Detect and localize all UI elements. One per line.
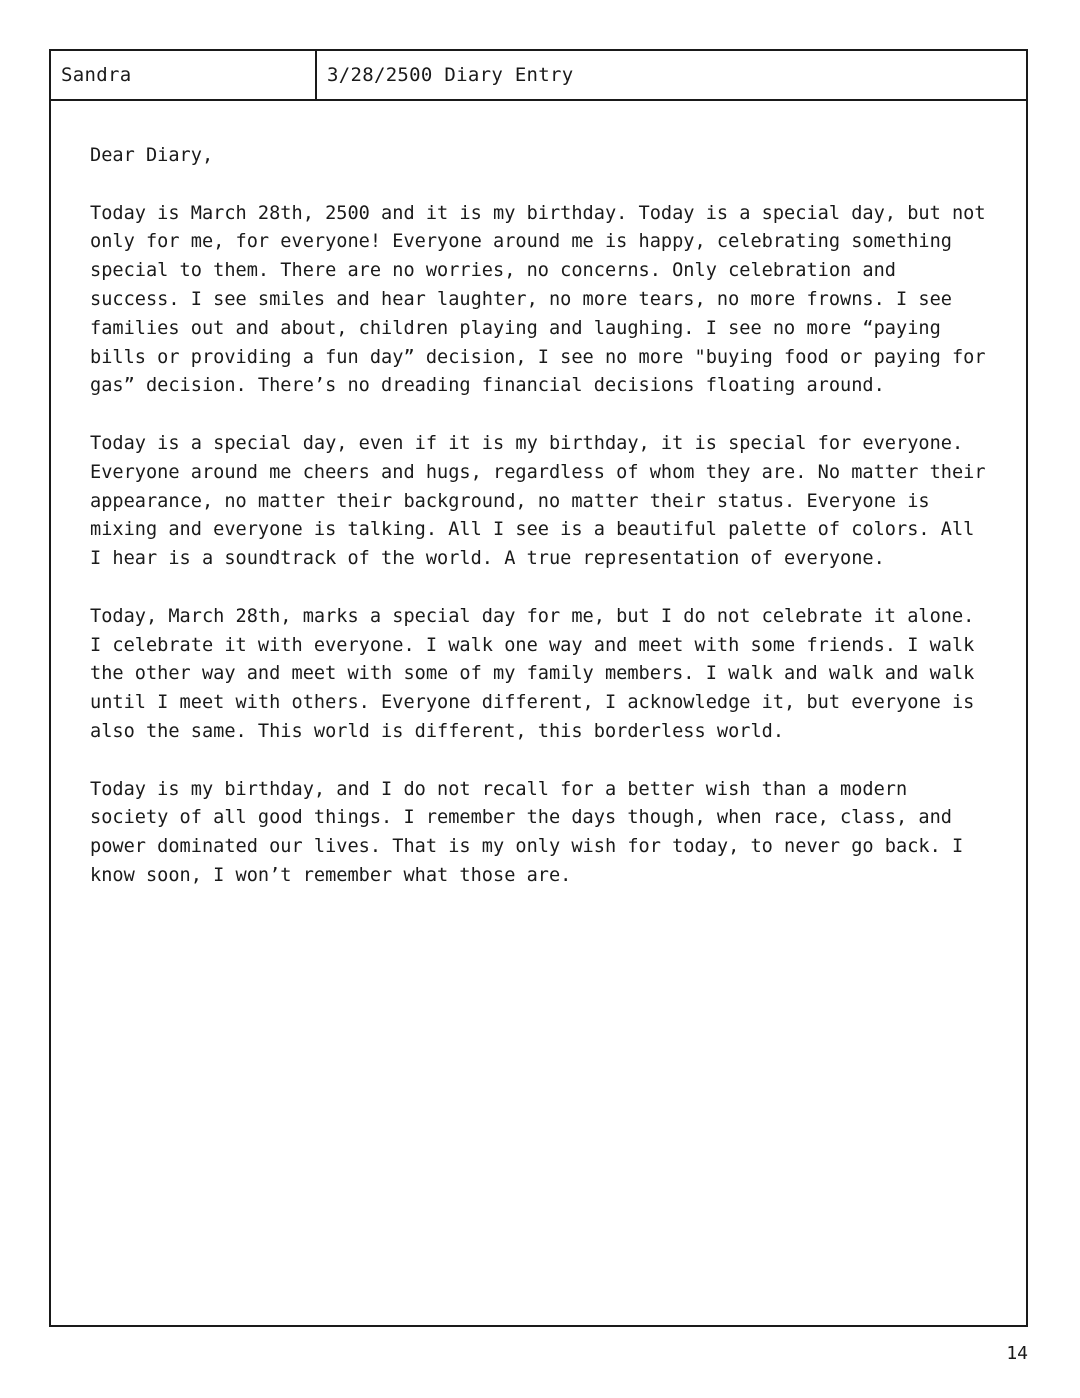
author-name: Sandra [51,51,317,99]
paragraph-4: Today is my birthday, and I do not recall for a better wish than a modern society of all good things. I remember the days though, when race, class, and power dominated our lives. That is my only wish for today, to never go back. I know soon, I won’t remember what those are. [90,778,964,886]
salutation: Dear Diary, [90,145,214,166]
entry-title: 3/28/2500 Diary Entry [327,64,574,86]
paragraph-1: Today is March 28th, 2500 and it is my birthday. Today is a special day, but not only for me, for everyone! Everyone around me is happy, celebrating something special to them. There are no worries, no concerns. Only celebration and success. I see smiles and hear laughter, no more tears, no more frowns. I see families out and about, children playing and laughing. I see no more “paying bills or providing a fun day” decision, I see no more "buying food or paying for gas” decision. There’s no dreading financial decisions floating around. [90,202,986,397]
diary-page-frame [49,49,1028,1327]
diary-entry-body [51,101,1026,891]
page-number: 14 [1006,1343,1028,1364]
diary-header [51,51,1026,101]
paragraph-2: Today is a special day, even if it is my birthday, it is special for everyone. Everyone around me cheers and hugs, regardless of whom they are. No matter their appearance, no matter their background, no matter their status. Everyone is mixing and everyone is talking. All I see is a beautiful palette of colors. All I hear is a soundtrack of the world. A true representation of everyone. [90,432,986,570]
paragraph-3: Today, March 28th, marks a special day for me, but I do not celebrate it alone. I celebrate it with everyone. I walk one way and meet with some friends. I walk the other way and meet with some of my family members. I walk and walk and walk until I meet with others. Everyone different, I acknowledge it, but everyone is also the same. This world is different, this borderless world. [90,605,975,742]
